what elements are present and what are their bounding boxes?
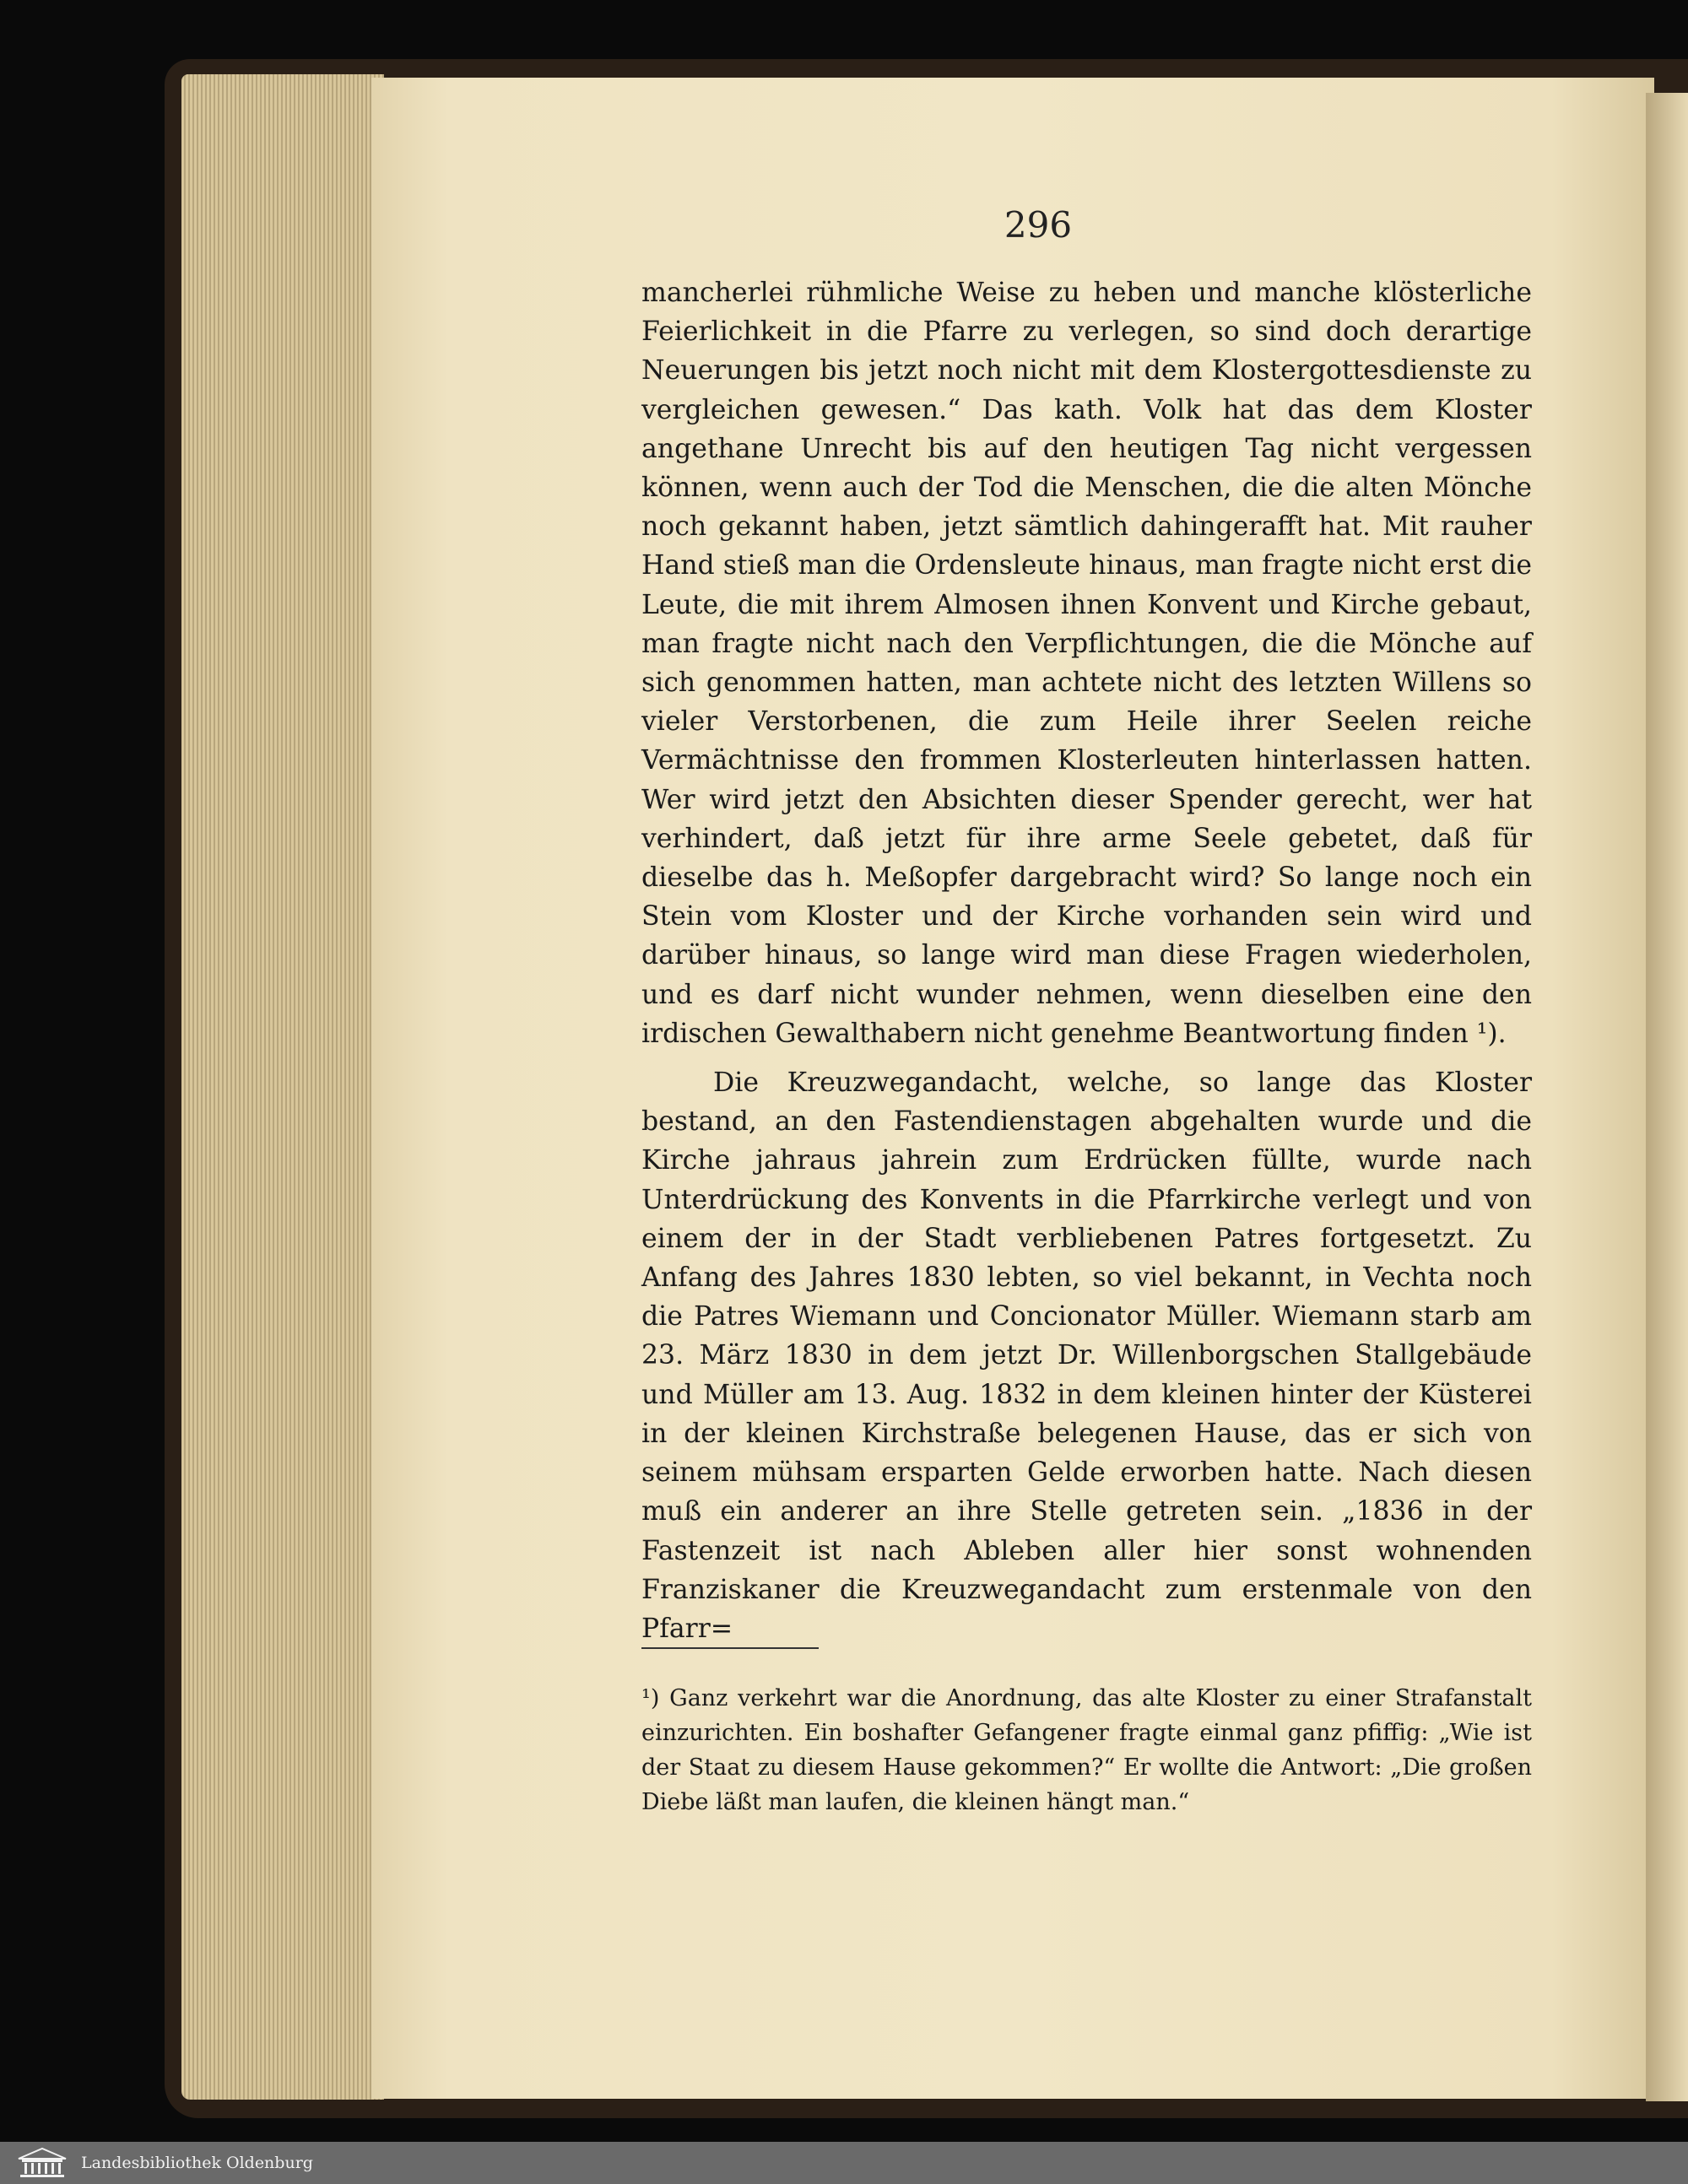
paragraph-1: mancherlei rühmliche Weise zu heben und manche klösterliche Feierlichkeit in die Pfarre zu verlegen, so sind doch derartige Neuerungen bis jetzt noch nicht mit dem Klostergottesdienste zu vergleichen gewesen.“ Das kath. Volk hat das dem Kloster angethane Unrecht bis auf den heutigen Tag nicht vergessen können, wenn auch der Tod die Menschen, die die alten Mönche noch gekannt haben, jetzt sämtlich dahingerafft hat. Mit rauher Hand stieß man die Ordensleute hinaus, man fragte nicht erst die Leute, die mit ihrem Almosen ihnen Konvent und Kirche gebaut, man fragte nicht nach den Verpflichtungen, die die Mönche auf sich genommen hatten, man achtete nicht des letzten Willens so vieler Verstorbenen, die zum Heile ihrer Seelen reiche Vermächtnisse den frommen Klosterleuten hinterlassen hatten. Wer wird jetzt den Absichten dieser Spender gerecht, wer hat verhindert, daß jetzt für ihre arme Seele gebetet, daß für dieselbe das h. Meßopfer dargebracht wird? So lange noch ein Stein vom Kloster und der Kirche vorhanden sein wird und darüber hinaus, so lange wird man diese Fragen wiederholen, und es darf nicht wunder nehmen, wenn dieselben eine den irdischen Gewalthabern nicht genehme Beantwortung finden ¹). (641, 278, 1532, 1049)
book-page (371, 78, 1654, 2099)
footnote-marker: ¹) (641, 1685, 660, 1711)
next-page-edge (1646, 93, 1688, 2101)
page-number: 296 (1004, 204, 1073, 246)
library-logo-icon (15, 2147, 69, 2179)
footnote (641, 1681, 1532, 1819)
body-text (641, 273, 1532, 1648)
library-name: Landesbibliothek Oldenburg (81, 2154, 313, 2172)
page-edges (181, 74, 384, 2100)
footnote-text: Ganz verkehrt war die Anordnung, das alte Kloster zu einer Strafanstalt einzurichten. Ein boshafter Gefangener fragte einmal ganz pfiffig: „Wie ist der Staat zu diesem Hause gekommen?“ Er wollte die Antwort: „Die großen Diebe läßt man laufen, die kleinen hängt man.“ (641, 1685, 1532, 1815)
footer-bar (0, 2142, 1688, 2184)
footnote-rule (641, 1647, 819, 1649)
paragraph-2: Die Kreuzwegandacht, welche, so lange das Kloster bestand, an den Fastendienstagen abgehalten wurde und die Kirche jahraus jahrein zum Erdrücken füllte, wurde nach Unterdrückung des Konvents in die Pfarrkirche verlegt und von einem der in der Stadt verbliebenen Patres fortgesetzt. Zu Anfang des Jahres 1830 lebten, so viel bekannt, in Vechta noch die Patres Wiemann und Concionator Müller. Wiemann starb am 23. März 1830 in dem jetzt Dr. Willenborgschen Stallgebäude und Müller am 13. Aug. 1832 in dem kleinen hinter der Küsterei in der kleinen Kirchstraße belegenen Hause, das er sich von seinem mühsam ersparten Gelde erworben hatte. Nach diesen muß ein anderer an ihre Stelle getreten sein. „1836 in der Fastenzeit ist nach Ableben aller hier sonst wohnenden Franziskaner die Kreuzwegandacht zum erstenmale von den Pfarr= (641, 1068, 1532, 1644)
